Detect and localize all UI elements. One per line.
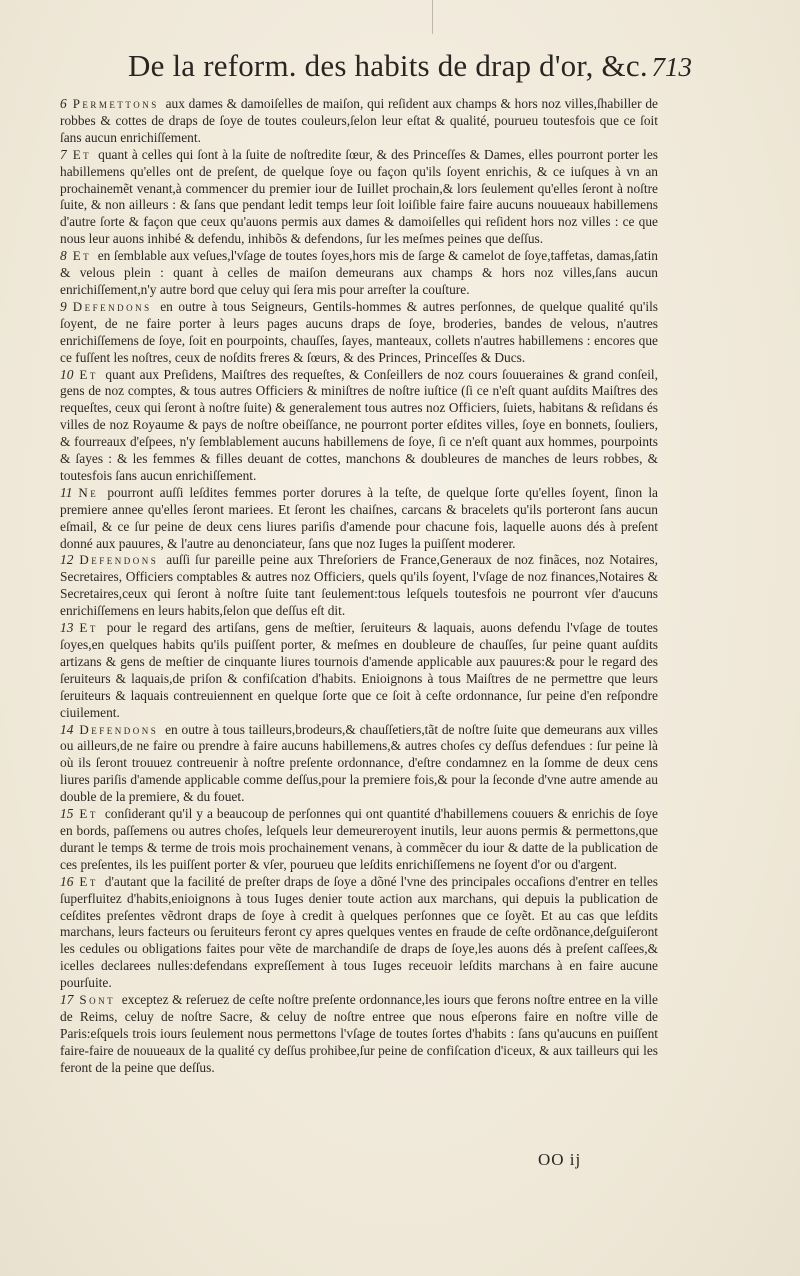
article-text: pourront auſſi leſdites femmes porter dorures à la teſte, de quelque ſorte qu'elles ſoyent, ſinon la premiere annee qu'elles ſeront mariees. Et ſeront les chaiſnes, carcans & bracelets qu'ils porteront ſans aucun eſmail, & ce ſur peine de deux cens liures pariſis d'amende pour chacune fois, laquelle auons dés à preſent donné aux pauures, & l'autre au denonciateur, ſans que noz Iuges la puiſſent moderer.: [60, 484, 658, 551]
article-number: 11: [60, 484, 73, 500]
article-number: 15: [60, 806, 74, 822]
article-14: [60, 722, 658, 807]
article-text: exceptez & reſeruez de ceſte noſtre preſente ordonnance,les iours que ferons noſtre entree en la ville de Reims, celuy de noſtre Sacre, & celuy de noſtre entree que nous eſperons faire en noſtre ville de Paris:eſquels trois iours ſeulement nous permettons l'vſage de toutes ſortes d'habits : ſans qu'aucuns en puiſſent faire-faire de nouueaux de la qualité cy deſſus prohibee,ſur peine de confiſcation d'iceux, & aux tailleurs qui les feront de la peine que deſſus.: [60, 992, 658, 1075]
article-lead-word: Et: [72, 248, 92, 264]
article-lead-word: Et: [79, 366, 98, 382]
article-12: [60, 552, 658, 620]
article-number: 9: [60, 298, 67, 314]
article-text: en outre à tous Seigneurs, Gentils-hommes & autres perſonnes, de quelque qualité qu'ils ſoyent, de ne faire porter à leurs pages aucuns draps de ſoye, broderies, bandes de velous, n'autres enrichiſſemens de ſoye, ſoit en pourpoints, chauſſes, ſayes, manteaux, collets n'autres habillemens : encores que ce fuſſent les noſtres, ceux de noſdits freres & ſœurs, & des Princes, Princeſſes & Ducs.: [60, 298, 658, 365]
article-number: 12: [60, 552, 74, 568]
article-10: [60, 367, 658, 485]
article-11: [60, 485, 658, 553]
signature-mark: OO ij: [538, 1150, 582, 1169]
article-lead-word: Et: [72, 146, 92, 162]
article-lead-word: Defendons: [79, 721, 159, 737]
article-lead-word: Sont: [79, 992, 116, 1008]
gutter-mark: [432, 0, 433, 34]
article-number: 14: [60, 721, 74, 737]
article-text: en outre à tous tailleurs,brodeurs,& chauſſetiers,tãt de noſtre ſuite que demeurans aux villes ou ailleurs,de ne faire ou prendre à faire aucuns habillemens,& autres choſes cy deſſus defendues : ſur peine là où ils ſeront trouuez contreuenir à noſtre preſente ordonnance, d'eſtre condamnez en la ſomme de deux cens liures pariſis d'amende applicable comme deſſus,pour la premiere fois,& pour la ſeconde d'vne autre amende au double de la premiere, & du fouet.: [60, 721, 658, 805]
article-text: d'autant que la facilité de preſter draps de ſoye a dõné l'vne des principales occaſions d'entrer en telles ſuperfluitez d'habits,enioignons à tous Iuges denier toute action aux marchans, qui depuis la publication de ceſdites preſentes vẽdront draps de ſoye à credit à quelques perſonnes que ce ſoyẽt. Et au cas que leſdits marchans, leurs facteurs ou ſeruiteurs feront cy apres quelques ventes en fraude de ceſte ordõnance,deſguiſeront les cedules ou obligations faites pour vẽte de marchandiſe de draps de ſoye,les auons dés à preſent caſſees,& icelles declarees nulles:defendans expreſſement à tous Iuges receuoir leſdits marchans à en faire aucune pourſuite.: [60, 873, 658, 991]
article-text: auſſi ſur pareille peine aux Threſoriers de France,Generaux de noz finãces, noz Notaires, Secretaires, Officiers comptables & autres noz Officiers, quels qu'ils ſoyent, l'vſage de noz finances,Notaires & Secretaires,ceux qui ſeront à noſtre ſuite tant ſeulement:tous leſquels toutesfois ne pourront vſer d'aucuns enrichiſſemens en leurs habits,ſelon que deſſus eſt dit.: [60, 552, 658, 619]
page-number: 713: [651, 52, 692, 82]
article-text: quant à celles qui ſont à la ſuite de noſtredite ſœur, & des Princeſſes & Dames, elles pourront porter les habillemens qu'elles ont de preſent, de quelque ſoye ou façon qu'ils ſoyent enrichis, & ce iuſques à vn an prochainemẽt venant,à commencer du premier iour de Iuillet prochain,& lors ſeulement qu'elles ſeront à noſtre ſuite, & non ailleurs : & ſans que pendant ledit temps leur ſoit loiſible faire faire aucuns nouueaux habillemens d'autre ſorte & façon que ceux qu'auons permis aux dames & damoiſelles qui reſident hors noz villes : ce que nous leur auons inhibé & defendu, inhibõs & defendons, ſur les meſmes peines que deſſus.: [60, 146, 658, 247]
article-lead-word: Et: [79, 873, 98, 889]
article-number: 10: [60, 366, 74, 382]
article-lead-word: Et: [79, 620, 98, 636]
article-number: 8: [60, 248, 67, 264]
article-15: [60, 806, 658, 874]
article-8: [60, 248, 658, 299]
article-13: [60, 620, 658, 721]
article-16: [60, 874, 658, 992]
article-lead-word: Et: [79, 806, 98, 822]
article-text: aux dames & damoiſelles de maiſon, qui reſident aux champs & hors noz villes,ſhabiller de robbes & cottes de draps de ſoye de toutes couleurs,ſelon leur eſtat & qualité, pourueu toutesfois que ce ſoit ſans aucun enrichiſſement.: [60, 96, 658, 145]
article-17: [60, 992, 658, 1077]
article-lead-word: Permettons: [72, 96, 159, 111]
body-text: [60, 96, 658, 1077]
article-number: 17: [60, 992, 74, 1008]
article-text: pour le regard des artiſans, gens de meſtier, ſeruiteurs & laquais, auons defendu l'vſage de toutes ſoyes,en quelques habits qu'ils puiſſent porter, & meſmes en doubleure de chauſſes, ſur peine quant auſdits artizans & gens de meſtier de cinquante liures tournois d'amende applicable aux pauures:& pour le regard des ſeruiteurs & laquais,de priſon & confiſcation d'habits. Enioignons à tous Maiſtres de ne permettre que leurs ſeruiteurs & laquais contreuiennent en quelque ſorte que ce ſoit à ceſte ordonnance, ſur peine d'en reſpondre ciuilement.: [60, 620, 658, 720]
article-9: [60, 299, 658, 367]
article-text: en ſemblable aux veſues,l'vſage de toutes ſoyes,hors mis de ſarge & camelot de ſoye,taffetas, damas,ſatin & velous plein : quant à celles de maiſon demeurans aux champs & hors noz villes,ſans aucun enrichiſſement,n'y autre bord que celuy qui ſera mis pour arreſter la couſture.: [60, 248, 658, 297]
article-number: 13: [60, 620, 74, 636]
article-lead-word: Defendons: [72, 298, 152, 314]
running-head: [128, 48, 692, 88]
running-title: De la reform. des habits de drap d'or, &c.: [128, 48, 648, 83]
article-text: quant aux Preſidens, Maiſtres des requeſtes, & Conſeillers de noz cours ſouueraines & grand conſeil, gens de noz comptes, & tous autres Officiers & miniſtres de noſtre iuſtice (ſi ce n'eſt quant auſdits Maiſtres des requeſtes, ceux qui ſeront à noſtre ſuite) & generalement tous autres noz Officiers, ſuiets, habitans & reſidans és villes de noz Royaume & pays de noſtre obeiſſance, ne pourront porter eſdites villes, ſoye en bonnets, ſouliers, & fourreaux d'eſpees, n'y ſemblablement aucuns habillemens de ſoye, ſi ce n'eſt quant aux hommes, pourpoints & ſayes : & les femmes & filles deuant de cottes, manchons & doubleures de manches de leurs robbes, & toutesfois ſans aucun enrichiſſement.: [60, 366, 658, 483]
article-lead-word: Defendons: [79, 552, 159, 568]
article-number: 7: [60, 146, 67, 162]
article-number: 6: [60, 96, 67, 111]
article-7: [60, 147, 658, 248]
article-lead-word: Ne: [78, 484, 99, 500]
article-text: conſiderant qu'il y a beaucoup de perſonnes qui ont quantité d'habillemens couuers & enrichis de ſoye en bords, paſſemens ou autres choſes, leſquels leur demeureroyent inutils, leur auons permis & permettons,que durant le temps & terme de trois mois prochainement venans, à commẽcer du iour & datte de la publication de ces preſentes, ils les puiſſent porter & vſer, pourueu que leſdits enrichiſſemens ne ſoyent d'or ou d'argent.: [60, 806, 658, 872]
article-6: [60, 96, 658, 147]
article-number: 16: [60, 873, 74, 889]
